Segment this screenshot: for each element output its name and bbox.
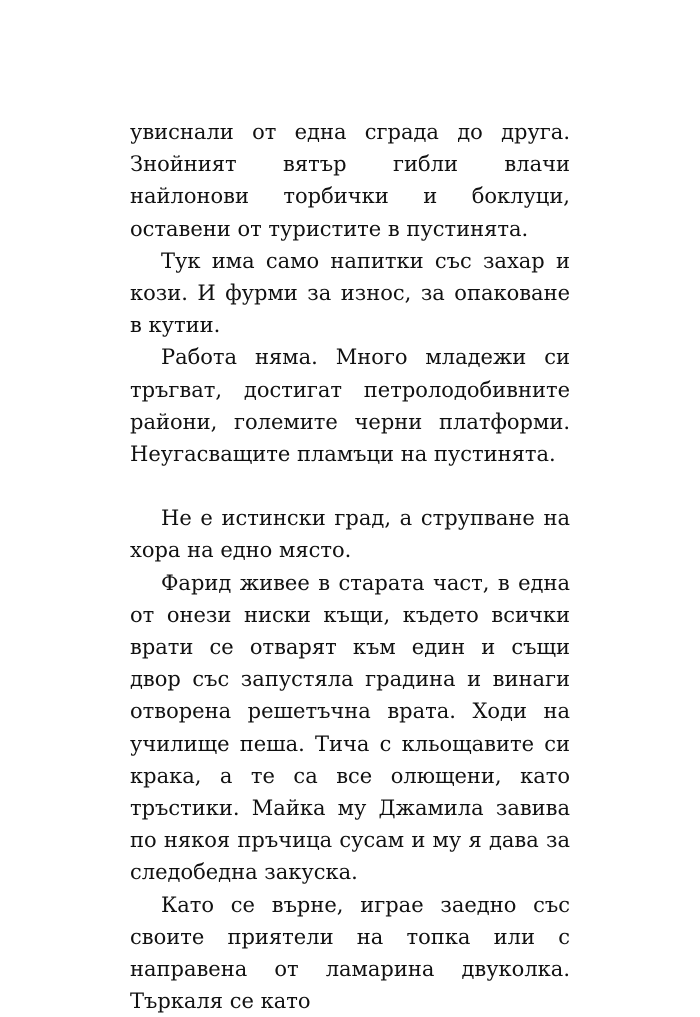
paragraph-continued: увиснали от една сграда до друга. Знойният вятър гибли влачи найлонови торбички и боклуци, оставени от туристите в пустинята.: [130, 120, 570, 241]
paragraph: Не е истински град, а струпване на хора на едно място.: [130, 506, 570, 563]
paragraph: Работа няма. Много младежи си тръгват, достигат петролодобивните райони, големите черни платформи. Неугасващите пламъци на пустинята.: [130, 345, 570, 467]
paragraph: Тук има само напитки със захар и кози. И фурми за износ, за опаковане в кутии.: [130, 248, 570, 338]
paragraph: Като се върне, играе заедно със своите приятели на топка или с направена от ламарина двуколка. Търкаля се като: [130, 892, 570, 1014]
body-text: [130, 116, 570, 1017]
paragraph: Фарид живее в старата част, в една от онези ниски къщи, където всички врати се отварят към един и същи двор със запустяла градина и винаги отворена решетъчна врата. Ходи на училище пеша. Тича с кльощавите си крака, а те са все олющени, като тръстики. Майка му Джамила завива по някоя пръчица сусам и му я дава за следобедна закуска.: [130, 570, 570, 885]
section-break: [130, 470, 570, 502]
